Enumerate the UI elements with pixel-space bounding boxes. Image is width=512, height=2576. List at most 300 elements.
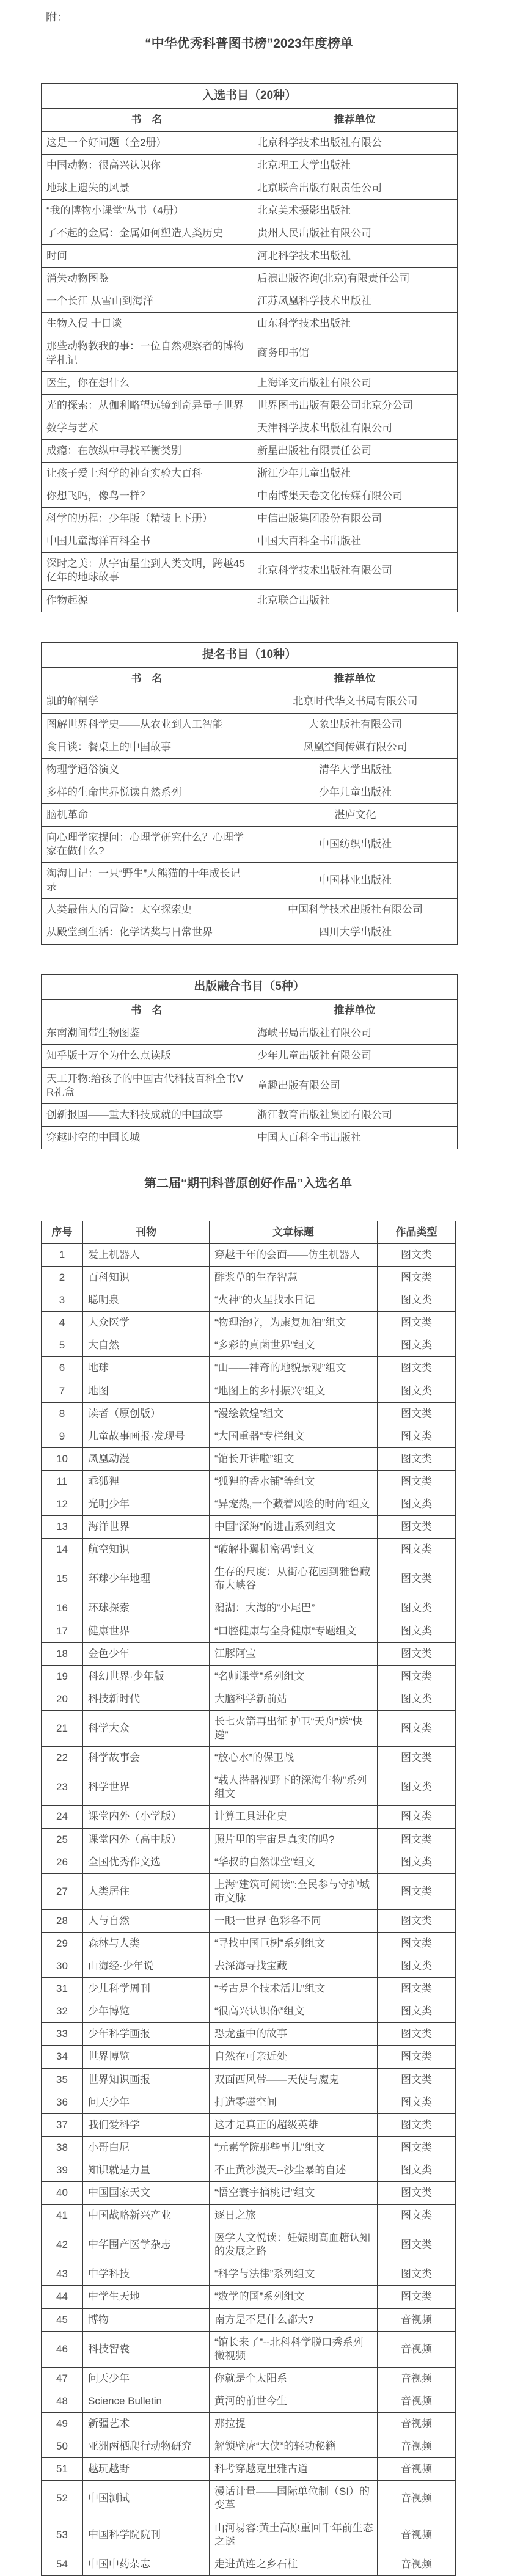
row-number-cell: 37 [42,2113,83,2136]
row-number-cell: 20 [42,1688,83,1710]
row-number-cell: 38 [42,2136,83,2159]
recommender-cell: 上海译文出版社有限公司 [252,371,458,394]
row-number-cell: 54 [42,2553,83,2575]
article-title-cell: “悟空寰宇摘桃记”组文 [210,2182,378,2205]
article-title-cell: “放心水”的保卫战 [210,1747,378,1769]
article-title-cell: 漫话计量——国际单位制（SI）的变革 [210,2481,378,2517]
recommender-cell: 海峡书局出版社有限公司 [252,1022,458,1045]
book-name-cell: 人类最伟大的冒险：太空探索史 [42,899,252,921]
work-type-cell: 音视频 [378,2367,456,2390]
journal-name-cell: 全国优秀作文选 [83,1851,210,1873]
book-name-cell: 中国儿童海洋百科全书 [42,530,252,553]
table-title: 出版融合书目（5种） [42,974,458,1000]
book-name-cell: 时间 [42,245,252,268]
article-title-cell: 计算工具进化史 [210,1806,378,1828]
table-row [42,1425,456,1447]
book-name-cell: 你想飞吗，像鸟一样？ [42,485,252,508]
journal-name-cell: 读者（原创版） [83,1402,210,1425]
recommender-cell: 山东科学技术出版社 [252,313,458,335]
table-title-row [42,642,458,668]
article-title-cell: 上海“建筑可阅读”:全民参与守护城市文脉 [210,1873,378,1909]
table-row [42,313,458,335]
journal-name-cell: 大众医学 [83,1312,210,1334]
column-header-article: 文章标题 [210,1221,378,1243]
article-title-cell: “寻找中国巨树”系列组文 [210,1932,378,1955]
work-type-cell: 图文类 [378,1688,456,1710]
article-title-cell: “华叔的自然课堂”组文 [210,1851,378,1873]
book-name-cell: 知乎版十万个为什么点读版 [42,1045,252,1067]
page-title: “中华优秀科普图书榜”2023年度榜单 [145,36,353,51]
journal-name-cell: 科学大众 [83,1710,210,1746]
work-type-cell: 图文类 [378,1828,456,1851]
table-row [42,2023,456,2046]
journal-name-cell: 中国战略新兴产业 [83,2205,210,2227]
table-row [42,2091,456,2113]
work-type-cell: 图文类 [378,2113,456,2136]
row-number-cell: 17 [42,1620,83,1642]
table-row [42,2263,456,2286]
row-number-cell: 29 [42,1932,83,1955]
journal-name-cell: 新疆艺术 [83,2413,210,2435]
table-row [42,1978,456,2000]
journal-name-cell: 世界博览 [83,2046,210,2068]
journal-name-cell: 课堂内外（小学版） [83,1806,210,1828]
work-type-cell: 音视频 [378,2413,456,2435]
work-type-cell: 图文类 [378,1806,456,1828]
work-type-cell: 图文类 [378,1267,456,1289]
table-row [42,2331,456,2367]
table-row [42,2458,456,2481]
table-row [42,1045,458,1067]
article-title-cell: “狐狸的香水铺”等组文 [210,1470,378,1493]
article-title-cell: 走进黄连之乡石柱 [210,2553,378,2575]
row-number-cell: 24 [42,1806,83,1828]
journal-name-cell: 地球 [83,1357,210,1380]
article-title-cell: 你就是个太阳系 [210,2367,378,2390]
work-type-cell: 图文类 [378,2182,456,2205]
table-row [42,2435,456,2458]
article-title-cell: 照片里的宇宙是真实的吗? [210,1828,378,1851]
table-row [42,713,458,736]
table-row [42,553,458,589]
table-row [42,290,458,313]
table-row [42,485,458,508]
article-title-cell: “火神”的火星找水日记 [210,1289,378,1312]
table-row [42,1561,456,1597]
book-name-cell: 了不起的金属：金属如何塑造人类历史 [42,222,252,244]
recommender-cell: 北京美术摄影出版社 [252,199,458,222]
article-title-cell: “破解扑翼机密码”组文 [210,1539,378,1561]
journal-name-cell: 博物 [83,2308,210,2331]
table-row [42,826,458,862]
recommender-cell: 北京理工大学出版社 [252,154,458,177]
column-header-journal: 刊物 [83,1221,210,1243]
table-row [42,781,458,803]
work-type-cell: 图文类 [378,2205,456,2227]
article-title-cell: 打造零磁空间 [210,2091,378,2113]
journal-name-cell: 小哥白尼 [83,2136,210,2159]
article-title-cell: “地图上的乡村振兴”组文 [210,1380,378,1402]
book-name-cell: 让孩子爱上科学的神奇实验大百科 [42,462,252,485]
article-title-cell: 穿越千年的会面——仿生机器人 [210,1243,378,1266]
journal-name-cell: 环球探索 [83,1597,210,1620]
table-row [42,1597,456,1620]
table-row [42,803,458,826]
table-row [42,589,458,612]
table-header-row [42,1221,456,1243]
book-name-cell: 脑机革命 [42,803,252,826]
book-name-cell: 医生，你在想什么 [42,371,252,394]
row-number-cell: 12 [42,1493,83,1516]
row-number-cell: 31 [42,1978,83,2000]
work-type-cell: 图文类 [378,1380,456,1402]
work-type-cell: 图文类 [378,1357,456,1380]
article-title-cell: “口腔健康与全身健康”专题组文 [210,1620,378,1642]
article-title-cell: “很高兴认识你”组文 [210,2000,378,2023]
journal-section-title: 第二届“期刊科普原创好作品”入选名单 [144,1176,352,1190]
row-number-cell: 16 [42,1597,83,1620]
column-header-book: 书 名 [42,668,252,690]
work-type-cell: 图文类 [378,1289,456,1312]
article-title-cell: 恐龙蛋中的故事 [210,2023,378,2046]
table-row [42,371,458,394]
work-type-cell: 图文类 [378,1312,456,1334]
table-row [42,1806,456,1828]
recommender-cell: 湛庐文化 [252,803,458,826]
row-number-cell: 19 [42,1665,83,1688]
book-name-cell: 这是一个好问题（全2册） [42,131,252,154]
column-header-org: 推荐单位 [252,109,458,131]
work-type-cell: 图文类 [378,1561,456,1597]
work-type-cell: 图文类 [378,1955,456,1978]
work-type-cell: 图文类 [378,1873,456,1909]
table-row [42,268,458,290]
work-type-cell: 图文类 [378,1447,456,1470]
row-number-cell: 27 [42,1873,83,1909]
row-number-cell: 41 [42,2205,83,2227]
article-title-cell: 去深海寻找宝藏 [210,1955,378,1978]
table-row [42,335,458,371]
table-row [42,1539,456,1561]
work-type-cell: 音视频 [378,2553,456,2575]
article-title-cell: 不止黄沙漫天--沙尘暴的自述 [210,2159,378,2181]
work-type-cell: 图文类 [378,1334,456,1357]
table-row [42,2136,456,2159]
journal-name-cell: 中国国家天文 [83,2182,210,2205]
table-row [42,899,458,921]
table-row [42,1909,456,1932]
recommender-cell: 凤凰空间传媒有限公司 [252,736,458,758]
table-row [42,1851,456,1873]
book-name-cell: 多样的生命世界悦读自然系列 [42,781,252,803]
article-title-cell: 自然在可亲近处 [210,2046,378,2068]
book-name-cell: 生物入侵 十日谈 [42,313,252,335]
table-row [42,2182,456,2205]
book-name-cell: 天工开物:给孩子的中国古代科技百科全书VR礼盒 [42,1067,252,1103]
journal-name-cell: 中学生天地 [83,2286,210,2308]
article-title-cell: “物理治疗，为康复加油”组文 [210,1312,378,1334]
work-type-cell: 音视频 [378,2331,456,2367]
journal-name-cell: 中华围产医学杂志 [83,2227,210,2263]
table-row [42,921,458,944]
table-row [42,1022,458,1045]
table-row [42,2390,456,2412]
row-number-cell: 51 [42,2458,83,2481]
row-number-cell: 10 [42,1447,83,1470]
table-row [42,1747,456,1769]
recommender-cell: 中国大百科全书出版社 [252,1126,458,1149]
article-title-cell: 酢浆草的生存智慧 [210,1267,378,1289]
work-type-cell: 图文类 [378,1425,456,1447]
attachment-label: 附： [46,11,68,23]
table-row [42,2159,456,2181]
column-header-org: 推荐单位 [252,668,458,690]
column-header-book: 书 名 [42,1000,252,1022]
article-title-cell: “馆长开讲啦”组文 [210,1447,378,1470]
work-type-cell: 图文类 [378,2000,456,2023]
column-header-org: 推荐单位 [252,1000,458,1022]
book-name-cell: 图解世界科学史——从农业到人工智能 [42,713,252,736]
table-row [42,439,458,462]
table-row [42,1312,456,1334]
article-title-cell: 这才是真正的超级英雄 [210,2113,378,2136]
journal-name-cell: 世界知识画报 [83,2068,210,2091]
column-header-no: 序号 [42,1221,83,1243]
row-number-cell: 30 [42,1955,83,1978]
work-type-cell: 音视频 [378,2517,456,2553]
row-number-cell: 21 [42,1710,83,1746]
article-title-cell: “多彩的真菌世界”组文 [210,1334,378,1357]
journal-name-cell: 科技新时代 [83,1688,210,1710]
work-type-cell: 图文类 [378,2227,456,2263]
book-name-cell: 向心理学家提问：心理学研究什么？心理学家在做什么? [42,826,252,862]
journal-name-cell: 我们爱科学 [83,2113,210,2136]
table-row [42,1380,456,1402]
work-type-cell: 图文类 [378,1470,456,1493]
table-row [42,2068,456,2091]
recommender-cell: 天津科学技术出版社有限公司 [252,417,458,439]
table-title-row [42,974,458,1000]
work-type-cell: 图文类 [378,1493,456,1516]
recommender-cell: 四川大学出版社 [252,921,458,944]
book-name-cell: 东南潮间带生物图鉴 [42,1022,252,1045]
article-title-cell: “名师课堂”系列组文 [210,1665,378,1688]
row-number-cell: 40 [42,2182,83,2205]
journal-name-cell: 亚洲两栖爬行动物研究 [83,2435,210,2458]
article-title-cell: 科考穿越克里雅古道 [210,2458,378,2481]
journal-name-cell: 光明少年 [83,1493,210,1516]
book-name-cell: 创新报国——重大科技成就的中国故事 [42,1103,252,1126]
journal-name-cell: Science Bulletin [83,2390,210,2412]
work-type-cell: 图文类 [378,1909,456,1932]
book-name-cell: 成瘾：在放纵中寻找平衡类别 [42,439,252,462]
row-number-cell: 26 [42,1851,83,1873]
row-number-cell: 8 [42,1402,83,1425]
table-title: 提名书目（10种） [42,642,458,668]
work-type-cell: 图文类 [378,2263,456,2286]
article-title-cell: 那拉提 [210,2413,378,2435]
row-number-cell: 13 [42,1516,83,1539]
row-number-cell: 3 [42,1289,83,1312]
journal-name-cell: 中国测试 [83,2481,210,2517]
table-header-row [42,109,458,131]
row-number-cell: 32 [42,2000,83,2023]
book-name-cell: 科学的历程：少年版（精装上下册） [42,508,252,530]
recommender-cell: 贵州人民出版社有限公司 [252,222,458,244]
work-type-cell: 音视频 [378,2435,456,2458]
article-title-cell: “元素学院那些事儿”组文 [210,2136,378,2159]
table-row [42,1932,456,1955]
book-name-cell: 地球上遗失的风景 [42,177,252,199]
recommender-cell: 少年儿童出版社 [252,781,458,803]
table-row [42,1642,456,1665]
work-type-cell: 图文类 [378,1932,456,1955]
journal-name-cell: 海洋世界 [83,1516,210,1539]
table-row [42,1357,456,1380]
work-type-cell: 图文类 [378,2023,456,2046]
table-row [42,2000,456,2023]
work-type-cell: 图文类 [378,2159,456,2181]
book-name-cell: 食日谈：餐桌上的中国故事 [42,736,252,758]
row-number-cell: 18 [42,1642,83,1665]
row-number-cell: 15 [42,1561,83,1597]
recommender-cell: 后浪出版咨询(北京)有限责任公司 [252,268,458,290]
work-type-cell: 图文类 [378,1665,456,1688]
row-number-cell: 5 [42,1334,83,1357]
book-name-cell: 那些动物教我的事：一位自然观察者的博物学札记 [42,335,252,371]
table-row [42,1402,456,1425]
work-type-cell: 图文类 [378,1978,456,2000]
article-title-cell: “馆长来了”--北科科学脱口秀系列微视频 [210,2331,378,2367]
work-type-cell: 图文类 [378,2091,456,2113]
row-number-cell: 14 [42,1539,83,1561]
book-name-cell: 深时之美：从宇宙星尘到人类文明，跨越45亿年的地球故事 [42,553,252,589]
row-number-cell: 42 [42,2227,83,2263]
table-title: 入选书目（20种） [42,83,458,109]
article-title-cell: 长七火箭再出征 护卫“天舟”送“快递” [210,1710,378,1746]
table-row [42,2113,456,2136]
recommender-cell: 商务印书馆 [252,335,458,371]
row-number-cell: 9 [42,1425,83,1447]
article-title-cell: “载人潜器视野下的深海生物”系列组文 [210,1769,378,1806]
table-row [42,1470,456,1493]
journal-name-cell: 问天少年 [83,2091,210,2113]
table-row [42,1688,456,1710]
row-number-cell: 43 [42,2263,83,2286]
work-type-cell: 音视频 [378,2308,456,2331]
journal-name-cell: 大自然 [83,1334,210,1357]
table-header-row [42,668,458,690]
book-name-cell: 物理学通俗演义 [42,758,252,781]
row-number-cell: 2 [42,1267,83,1289]
book-name-cell: 从殿堂到生活：化学诺奖与日常世界 [42,921,252,944]
journal-name-cell: 知识就是力量 [83,2159,210,2181]
selected-books-table [41,83,458,612]
article-title-cell: 逐日之旅 [210,2205,378,2227]
row-number-cell: 33 [42,2023,83,2046]
work-type-cell: 音视频 [378,2390,456,2412]
book-name-cell: 凯的解剖学 [42,690,252,713]
journal-name-cell: 地图 [83,1380,210,1402]
book-name-cell: 消失动物图鉴 [42,268,252,290]
article-title-cell: 黄河的前世今生 [210,2390,378,2412]
work-type-cell: 图文类 [378,1769,456,1806]
table-row [42,1067,458,1103]
work-type-cell: 图文类 [378,1620,456,1642]
work-type-cell: 图文类 [378,1539,456,1561]
journal-name-cell: 乖狐狸 [83,1470,210,1493]
journal-name-cell: 山海经·少年说 [83,1955,210,1978]
book-name-cell: 数学与艺术 [42,417,252,439]
recommender-cell: 大象出版社有限公司 [252,713,458,736]
table-row [42,1710,456,1746]
row-number-cell: 53 [42,2517,83,2553]
book-name-cell: 作物起源 [42,589,252,612]
recommender-cell: 北京联合出版社 [252,589,458,612]
table-row [42,2227,456,2263]
row-number-cell: 11 [42,1470,83,1493]
table-row [42,177,458,199]
table-row [42,736,458,758]
recommender-cell: 浙江少年儿童出版社 [252,462,458,485]
recommender-cell: 中国林业出版社 [252,863,458,899]
book-name-cell: 光的探索：从伽利略望远镜到奇异量子世界 [42,394,252,417]
work-type-cell: 图文类 [378,2068,456,2091]
nominated-books-table [41,642,458,945]
article-title-cell: 解锁壁虎“大侠”的轻功秘籍 [210,2435,378,2458]
table-row [42,2413,456,2435]
table-row [42,462,458,485]
article-title-cell: “异宠热,一个藏着风险的时尚”组文 [210,1493,378,1516]
row-number-cell: 35 [42,2068,83,2091]
table-row [42,1828,456,1851]
journal-name-cell: 金色少年 [83,1642,210,1665]
row-number-cell: 48 [42,2390,83,2412]
journal-name-cell: 人与自然 [83,1909,210,1932]
book-name-cell: 一个长江 从雪山到海洋 [42,290,252,313]
journal-name-cell: 问天少年 [83,2367,210,2390]
article-title-cell: 潟湖：大海的“小尾巴” [210,1597,378,1620]
journal-name-cell: 百科知识 [83,1267,210,1289]
article-title-cell: 江豚阿宝 [210,1642,378,1665]
recommender-cell: 中国大百科全书出版社 [252,530,458,553]
journal-name-cell: 爱上机器人 [83,1243,210,1266]
journal-name-cell: 科技智囊 [83,2331,210,2367]
table-row [42,1267,456,1289]
recommender-cell: 江苏凤凰科学技术出版社 [252,290,458,313]
work-type-cell: 音视频 [378,2481,456,2517]
journal-name-cell: 森林与人类 [83,1932,210,1955]
table-row [42,1620,456,1642]
table-header-row [42,1000,458,1022]
article-title-cell: “山——神奇的地貌景观”组文 [210,1357,378,1380]
row-number-cell: 22 [42,1747,83,1769]
table-row [42,1873,456,1909]
book-name-cell: 中国动物：很高兴认识你 [42,154,252,177]
table-row [42,245,458,268]
work-type-cell: 图文类 [378,1516,456,1539]
table-row [42,1126,458,1149]
table-row [42,2481,456,2517]
recommender-cell: 清华大学出版社 [252,758,458,781]
table-row [42,1334,456,1357]
article-title-cell: 生存的尺度：从街心花园到雅鲁藏布大峡谷 [210,1561,378,1597]
journal-name-cell: 中国科学院院刊 [83,2517,210,2553]
article-title-cell: “科学与法律”系列组文 [210,2263,378,2286]
journal-name-cell: 科学世界 [83,1769,210,1806]
row-number-cell: 47 [42,2367,83,2390]
journal-name-cell: 航空知识 [83,1539,210,1561]
